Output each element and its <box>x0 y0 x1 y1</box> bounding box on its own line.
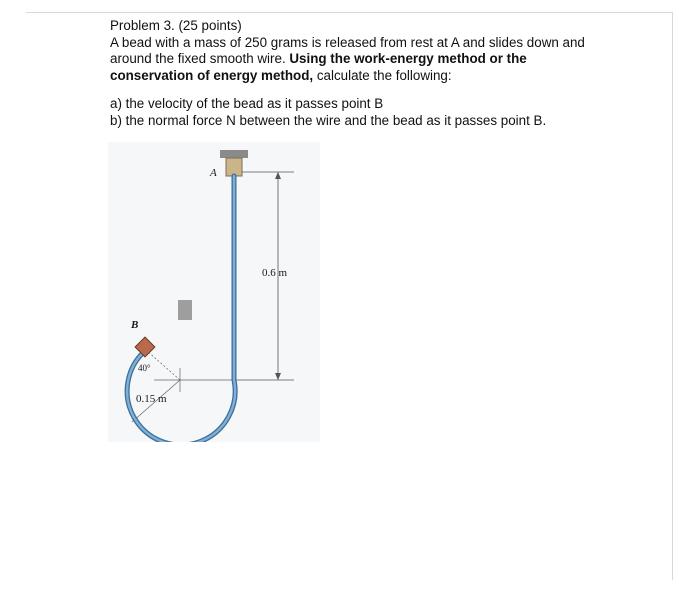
height-label: 0.6 m <box>262 267 288 279</box>
statement-bold-1: Using the work-energy method or the <box>289 51 527 66</box>
angle-label: 40° <box>138 363 151 373</box>
statement-start: A bead with a mass of 250 grams is released from rest at A and slides down and around the fixed smooth wire. <box>110 34 585 66</box>
problem-text <box>110 18 610 129</box>
statement-bold-2: conservation of energy method, <box>110 67 314 83</box>
page-border-right <box>672 12 673 580</box>
wire-support-block <box>226 158 242 176</box>
statement-end: calculate the following: <box>313 67 452 83</box>
part-b: b) the normal force N between the wire and the bead as it passes point B. <box>110 112 547 128</box>
problem-heading: Problem 3. (25 points) <box>110 18 242 33</box>
radius-label: 0.15 m <box>136 393 167 405</box>
wire-diagram <box>108 142 320 442</box>
part-a: a) the velocity of the bead as it passes point B <box>110 96 384 111</box>
problem-statement <box>110 35 610 85</box>
page-border-top <box>26 12 673 13</box>
wire-mount <box>220 150 248 158</box>
label-a: A <box>210 167 217 179</box>
wire-bead-figure <box>108 142 320 442</box>
label-b: B <box>131 319 139 331</box>
wall-stub <box>178 300 192 320</box>
